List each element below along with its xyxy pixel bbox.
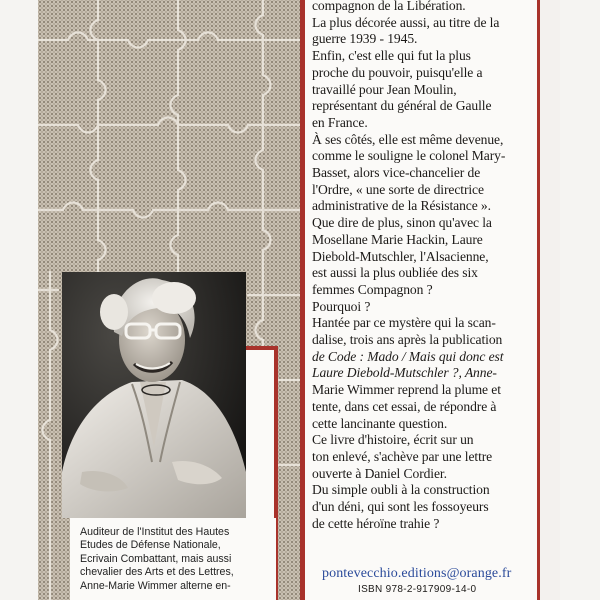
publisher-email: pontevecchio.editions@orange.fr (322, 566, 512, 581)
synopsis-line: d'un déni, qui sont les fossoyeurs (312, 499, 489, 515)
synopsis-line: Pourquoi ? (312, 298, 371, 314)
synopsis-line: Laure Diebold-Mutschler ?, Anne- (312, 365, 497, 381)
synopsis-line: Marie Wimmer reprend la plume et (312, 382, 501, 398)
synopsis-line: comme le souligne le colonel Mary- (312, 148, 506, 164)
author-photo (62, 272, 246, 518)
synopsis-line: proche du pouvoir, puisqu'elle a (312, 64, 483, 80)
synopsis-line: l'Ordre, « une sorte de directrice (312, 181, 484, 197)
synopsis-line: Ce livre d'histoire, écrit sur un (312, 432, 474, 448)
isbn-number: ISBN 978-2-917909-14-0 (358, 584, 477, 595)
synopsis-line: travaillé pour Jean Moulin, (312, 81, 457, 97)
synopsis-line: est aussi la plus oubliée des six (312, 265, 478, 281)
synopsis-line: guerre 1939 - 1945. (312, 31, 418, 47)
synopsis-text (312, 0, 538, 533)
synopsis-line: Du simple oubli à la construction (312, 482, 490, 498)
bio-line: Anne-Marie Wimmer alterne en- (80, 579, 231, 592)
synopsis-line: de Code : Mado / Mais qui donc est (312, 348, 504, 364)
synopsis-line: représentant du général de Gaulle (312, 98, 492, 114)
right-margin (560, 0, 600, 600)
synopsis-line: cette lancinante question. (312, 415, 448, 431)
bio-line: Auditeur de l'Institut des Hautes (80, 526, 230, 538)
bio-line: Ecrivain Combattant, mais aussi (80, 552, 232, 565)
bio-line: Etudes de Défense Nationale, (80, 539, 221, 552)
synopsis-line: À ses côtés, elle est même devenue, (312, 131, 504, 147)
synopsis-line: administrative de la Résistance ». (312, 198, 491, 214)
synopsis-line: La plus décorée aussi, au titre de la (312, 14, 500, 30)
synopsis-line: Que dire de plus, sinon qu'avec la (312, 215, 492, 231)
synopsis-line: dalise, trois ans après la publication (312, 332, 503, 348)
author-portrait-illustration (62, 272, 246, 518)
synopsis-line: Diebold-Mutschler, l'Alsacienne, (312, 248, 489, 264)
synopsis-line: ton enlevé, s'achève par une lettre (312, 448, 493, 464)
left-margin (0, 0, 38, 600)
author-bio (80, 526, 280, 593)
synopsis-line: de cette héroïne trahie ? (312, 515, 440, 531)
synopsis-line: Basset, alors vice-chancelier de (312, 165, 481, 181)
synopsis-line: femmes Compagnon ? (312, 281, 433, 297)
synopsis-line: Hantée par ce mystère qui la scan- (312, 315, 496, 331)
synopsis-line: compagnon de la Libération. (312, 0, 466, 13)
synopsis-line: Enfin, c'est elle qui fut la plus (312, 48, 471, 64)
synopsis-line: tente, dans cet essai, de répondre à (312, 398, 497, 414)
synopsis-line: Mosellane Marie Hackin, Laure (312, 231, 483, 247)
bio-line: chevalier des Arts et des Lettres, (80, 566, 234, 579)
synopsis-line: ouverte à Daniel Cordier. (312, 465, 447, 481)
synopsis-line: en France. (312, 114, 368, 130)
